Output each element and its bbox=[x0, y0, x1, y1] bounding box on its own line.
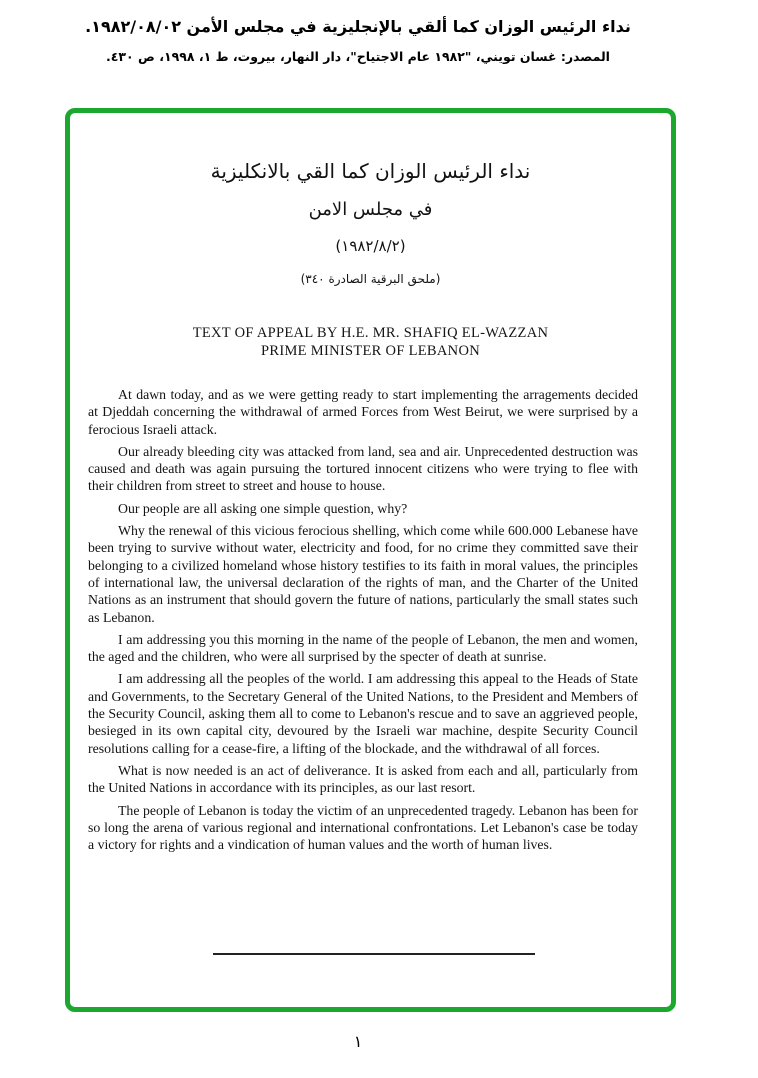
document-frame bbox=[65, 108, 676, 1012]
page-number: ١ bbox=[353, 1032, 363, 1051]
paragraph: What is now needed is an act of deliverance. It is asked from each and all, particularly from the United Nations in accordance with its principles, as our last resort. bbox=[88, 762, 638, 796]
arabic-title-annex: (ملحق البرقية الصادرة ٣٤٠) bbox=[300, 272, 441, 286]
paragraph: Our already bleeding city was attacked from land, sea and air. Unprecedented destruction was caused and death was again pursuing the tortured innocent citizens who were trying to flee with their children from street to street and house to house. bbox=[88, 443, 638, 494]
paragraph: At dawn today, and as we were getting ready to start implementing the arragements decided at Djeddah concerning the withdrawal of armed Forces from West Beirut, we were surprised by a ferocious Israeli attack. bbox=[88, 387, 638, 437]
paragraph: I am addressing all the peoples of the world. I am addressing this appeal to the Heads of State and Governments, to the Secretary General of the United Nations, to the President and Members of the Security Council, asking them all to come to Lebanon's rescue and to save an aggrieved people, besieged in its own capital city, devoured by the Israeli war machine, despite Security Council resolutions calling for a cease-fire, a lifting of the blockade, and the withdrawal of all forces. bbox=[88, 671, 638, 756]
header-source-line: المصدر: غسان تويني، "١٩٨٢ عام الاجتياح"، دار النهار، بيروت، ط ١، ١٩٩٨، ص ٤٣٠. bbox=[106, 49, 610, 64]
paragraph: I am addressing you this morning in the name of the people of Lebanon, the men and women, the aged and the children, who were all surprised by the specter of death at sunrise. bbox=[88, 631, 638, 665]
header-title-arabic: نداء الرئيس الوزان كما ألقي بالإنجليزية في مجلس الأمن ١٩٨٢/٠٨/٠٢. bbox=[85, 17, 631, 36]
arabic-title-line1: نداء الرئيس الوزان كما القي بالانكليزية bbox=[210, 159, 531, 183]
document-body bbox=[88, 386, 638, 853]
arabic-title-date: (١٩٨٢/٨/٢) bbox=[335, 237, 406, 255]
english-title-block bbox=[70, 324, 671, 360]
english-title-line1: TEXT OF APPEAL BY H.E. MR. SHAFIQ EL-WAZZAN bbox=[192, 325, 549, 341]
paragraph: The people of Lebanon is today the victim of an unprecedented tragedy. Lebanon has been for so long the arena of various regional and international confrontations. Let Lebanon's case be today a victory for rights and a vindication of human values and the worth of human lives. bbox=[88, 802, 638, 853]
paragraph: Why the renewal of this vicious ferocious shelling, which come while 600.000 Lebanese have been trying to survive without water, electricity and food, for no crime they committed save their belonging to a civilized homeland whose history testifies to its faith in moral values, the principles of international law, the universal declaration of the rights of man, and the Charter of the United Nations as an instrument that should govern the future of nations, particularly the small states such as Lebanon. bbox=[88, 523, 638, 625]
arabic-title-line2: في مجلس الامن bbox=[308, 199, 433, 220]
page-footer bbox=[0, 1032, 716, 1051]
english-title-line2: PRIME MINISTER OF LEBANON bbox=[261, 343, 480, 359]
arabic-title-block bbox=[70, 157, 671, 288]
page-header bbox=[0, 16, 716, 66]
horizontal-rule bbox=[213, 953, 535, 955]
paragraph: Our people are all asking one simple question, why? bbox=[118, 500, 408, 516]
